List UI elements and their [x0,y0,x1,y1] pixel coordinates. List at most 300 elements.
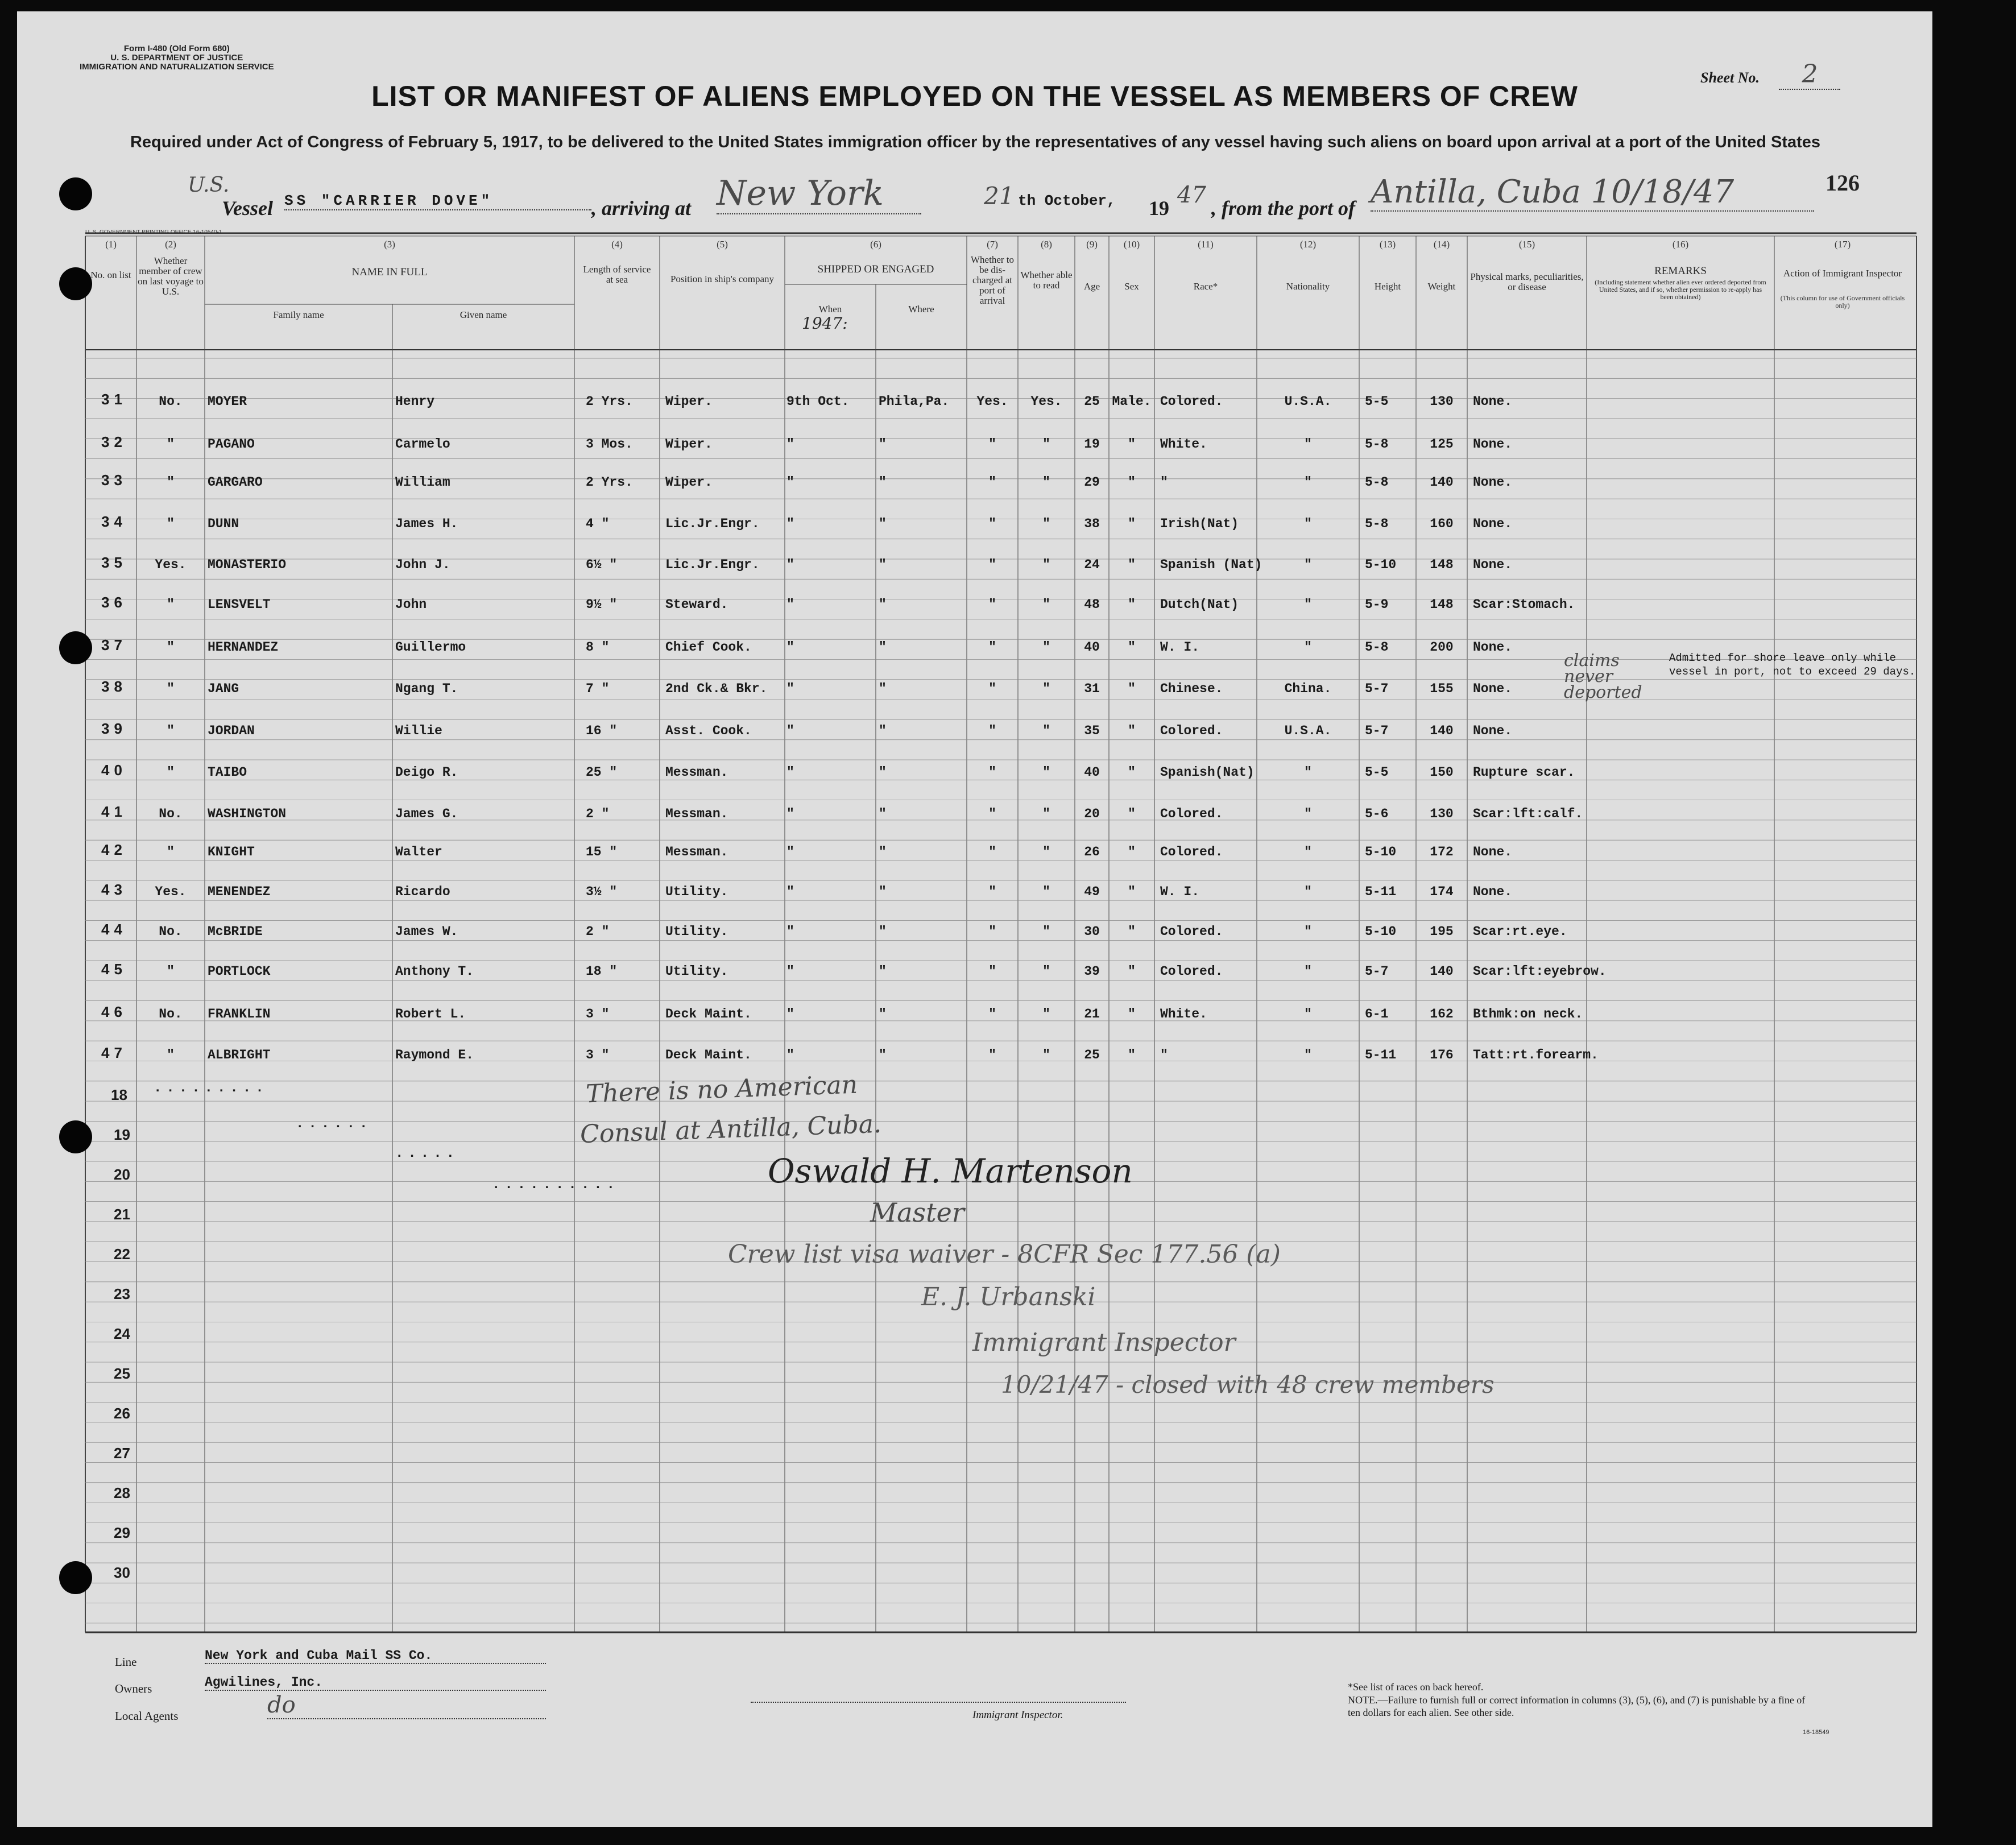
cell-weight: 195 [1430,924,1454,939]
note-consul-1: There is no American [585,1070,858,1109]
col-head-age: Age [1083,281,1100,292]
cell-nat: " [1304,437,1312,452]
empty-row-number: 29 [114,1524,130,1541]
col-head-nationality: Nationality [1286,281,1330,292]
col-num-13: (13) [1379,239,1396,250]
cell-height: 5-9 [1365,597,1389,612]
cell-given: John J. [395,557,450,572]
cell-disch: " [988,1048,996,1062]
cell-position: Utility. [665,884,728,899]
cell-where: " [879,1048,887,1062]
col-head-no: No. on list [90,270,131,280]
cell-read: " [1042,1007,1050,1021]
cell-age: 39 [1084,964,1100,979]
col-num-5: (5) [717,239,728,250]
cell-marks: None. [1473,475,1513,490]
cell-family: McBRIDE [208,924,263,939]
cell-nat: U.S.A. [1284,723,1332,738]
cell-where: " [879,475,887,490]
cell-read: " [1042,681,1050,696]
cell-disch: " [988,640,996,655]
cell-race: Colored. [1160,394,1223,409]
row-number: 43 [101,881,127,898]
cell-weight: 140 [1430,723,1454,738]
cell-disch: " [988,437,996,452]
from-port: Antilla, Cuba 10/18/47 [1371,173,1814,212]
cell-where: " [879,845,887,859]
cell-height: 5-7 [1365,681,1389,696]
cell-position: Messman. [665,806,728,821]
cell-race: Colored. [1160,806,1223,821]
cell-disch: " [988,681,996,696]
department: U. S. DEPARTMENT OF JUSTICE [110,53,243,63]
col-head-weight: Weight [1427,281,1456,292]
service: IMMIGRATION AND NATURALIZATION SERVICE [80,62,274,72]
cell-age: 30 [1084,924,1100,939]
cell-family: JANG [208,681,239,696]
cell-sex: " [1128,1048,1136,1062]
cell-age: 31 [1084,681,1100,696]
cell-length: 7 " [586,681,610,696]
footer-owners-label: Owners [115,1682,152,1695]
vessel-prefix: U.S. [188,173,230,197]
row-number: 38 [101,678,127,695]
cell-disch: " [988,845,996,859]
cell-marks: Bthmk:on neck. [1473,1007,1583,1021]
cell-last: " [167,1048,175,1062]
col-head-name: NAME IN FULL [351,266,428,278]
sheet-value: 2 [1779,60,1840,90]
cell-position: Utility. [665,924,728,939]
cell-length: 2 " [586,806,610,821]
cell-family: HERNANDEZ [208,640,279,655]
cell-marks: None. [1473,640,1513,655]
arrival-month: th October, [1018,192,1116,209]
cell-given: Henry [395,394,435,409]
cell-position: Wiper. [665,475,713,490]
cell-position: Wiper. [665,394,713,409]
row-number: 47 [101,1044,127,1061]
cell-length: 8 " [586,640,610,655]
footer-note-fine: NOTE.—Failure to furnish full or correct information in columns (3), (5), (6), and (7) is punishable by a fine of ten dollars for each alien. See other side. [1348,1694,1806,1718]
col-head-when-year: 1947: [802,314,848,333]
cell-height: 5-8 [1365,475,1389,490]
note-consul-2: Consul at Antilla, Cuba. [579,1109,882,1149]
cell-race: Colored. [1160,723,1223,738]
cell-nat: China. [1284,681,1332,696]
cell-disch: " [988,557,996,572]
leader-dots-1: ········· [154,1083,268,1099]
col-head-sex: Sex [1124,281,1139,292]
cell-sex: " [1128,806,1136,821]
cell-height: 5-8 [1365,640,1389,655]
cell-when: " [786,557,794,572]
cell-race: " [1160,1048,1168,1062]
cell-age: 21 [1084,1007,1100,1021]
cell-sex: " [1128,765,1136,780]
row-number: 33 [101,471,127,489]
cell-last: Yes. [155,884,187,899]
cell-length: 9½ " [586,597,618,612]
cell-when: " [786,516,794,531]
row-number: 44 [101,921,127,938]
cell-position: Lic.Jr.Engr. [665,516,760,531]
cell-weight: 150 [1430,765,1454,780]
cell-when: " [786,597,794,612]
cell-marks: None. [1473,845,1513,859]
cell-read: " [1042,640,1050,655]
cell-family: LENSVELT [208,597,271,612]
col-num-4: (4) [611,239,623,250]
row-number: 37 [101,636,127,653]
cell-nat: " [1304,964,1312,979]
cell-length: 2 " [586,924,610,939]
cell-given: James G. [395,806,458,821]
cell-height: 5-11 [1365,884,1397,899]
row-number: 46 [101,1003,127,1020]
cell-disch: " [988,765,996,780]
cell-length: 6½ " [586,557,618,572]
cell-given: John [395,597,427,612]
cell-given: James W. [395,924,458,939]
vessel-label: Vessel [222,197,273,220]
col-head-length: Length of service at sea [583,264,651,285]
row-number: 39 [101,720,127,737]
cell-disch: " [988,597,996,612]
cell-height: 5-7 [1365,723,1389,738]
cell-read: " [1042,845,1050,859]
cell-last: " [167,597,175,612]
cell-race: Dutch(Nat) [1160,597,1239,612]
row-number: 32 [101,433,127,450]
cell-race: White. [1160,1007,1207,1021]
col-head-action-note: (This column for use of Government officials only) [1780,294,1905,309]
cell-last: " [167,475,175,490]
cell-family: MOYER [208,394,247,409]
cell-race: Spanish (Nat) [1160,557,1262,572]
cell-disch: " [988,516,996,531]
year-suffix: 47 [1177,182,1206,208]
cell-height: 5-11 [1365,1048,1397,1062]
cell-given: Anthony T. [395,964,474,979]
cell-last: Yes. [155,557,187,572]
col-head-given: Given name [460,309,507,320]
col-num-6: (6) [870,239,881,250]
cell-length: 3 " [586,1048,610,1062]
page-title: LIST OR MANIFEST OF ALIENS EMPLOYED ON THE VESSEL AS MEMBERS OF CREW [371,80,1578,112]
row-number: 41 [101,803,127,820]
cell-disch: " [988,884,996,899]
cell-last: " [167,723,175,738]
cell-position: Utility. [665,964,728,979]
empty-row-number: 30 [114,1564,130,1581]
cell-where: " [879,681,887,696]
row-number: 42 [101,841,127,858]
cell-position: Deck Maint. [665,1007,752,1021]
cell-when: " [786,1048,794,1062]
cell-given: Guillermo [395,640,466,655]
col-head-remarks-note: (Including statement whether alien ever ordered deported from United States, and if so, whether permission to re-apply has been obtained) [1595,278,1766,301]
cell-marks: None. [1473,884,1513,899]
cell-nat: " [1304,1048,1312,1062]
cell-height: 5-5 [1365,765,1389,780]
footer-line-label: Line [115,1655,137,1669]
cell-marks: Rupture scar. [1473,765,1575,780]
cell-when: " [786,437,794,452]
punch-hole [59,267,92,300]
cell-length: 16 " [586,723,618,738]
cell-marks: Tatt:rt.forearm. [1473,1048,1599,1062]
cell-family: PORTLOCK [208,964,271,979]
cell-nat: " [1304,924,1312,939]
cell-last: " [167,681,175,696]
col-head-family: Family name [273,309,324,320]
cell-read: Yes. [1030,394,1062,409]
cell-position: 2nd Ck.& Bkr. [665,681,768,696]
cell-age: 49 [1084,884,1100,899]
row-number: 40 [101,762,127,779]
cell-family: MONASTERIO [208,557,287,572]
cell-marks: None. [1473,516,1513,531]
cell-weight: 200 [1430,640,1454,655]
cell-sex: " [1128,845,1136,859]
empty-row-number: 24 [114,1325,130,1342]
cell-age: 24 [1084,557,1100,572]
cell-read: " [1042,557,1050,572]
empty-row-number: 19 [114,1126,130,1143]
cell-age: 40 [1084,640,1100,655]
cell-weight: 125 [1430,437,1454,452]
cell-when: " [786,884,794,899]
year-prefix: 19 [1149,197,1169,220]
master-signature: Oswald H. Martenson [768,1152,1133,1190]
inspector-title: Immigrant Inspector [972,1328,1236,1357]
cell-length: 4 " [586,516,610,531]
col-head-where: Where [908,304,934,315]
empty-row-number: 18 [111,1086,127,1103]
col-num-17: (17) [1834,239,1851,250]
cell-when: " [786,845,794,859]
cell-age: 38 [1084,516,1100,531]
visa-waiver-note: Crew list visa waiver - 8CFR Sec 177.56 (a) [728,1240,1281,1269]
cell-race: " [1160,475,1168,490]
cell-where: " [879,765,887,780]
cell-sex: " [1128,964,1136,979]
cell-height: 5-8 [1365,437,1389,452]
empty-row-number: 22 [114,1246,130,1263]
footer-agents-label: Local Agents [115,1709,179,1723]
cell-height: 5-10 [1365,924,1397,939]
cell-last: " [167,437,175,452]
col-num-9: (9) [1086,239,1098,250]
cell-when: " [786,681,794,696]
cell-read: " [1042,964,1050,979]
cell-family: TAIBO [208,765,247,780]
cell-last: " [167,640,175,655]
cell-disch: " [988,964,996,979]
cell-age: 48 [1084,597,1100,612]
col-head-discharged: Whether to be dis-charged at port of arrival [971,254,1014,306]
cell-age: 26 [1084,845,1100,859]
cell-where: " [879,723,887,738]
cell-given: Ricardo [395,884,450,899]
cell-race: Spanish(Nat) [1160,765,1255,780]
col-head-height: Height [1374,281,1401,292]
cell-weight: 148 [1430,557,1454,572]
leader-dots-2: ······ [296,1119,372,1135]
cell-when: 9th Oct. [786,394,850,409]
cell-given: Raymond E. [395,1048,474,1062]
cell-family: WASHINGTON [208,806,287,821]
cell-length: 3 Mos. [586,437,633,452]
cell-given: James H. [395,516,458,531]
cell-disch: " [988,475,996,490]
cell-race: Colored. [1160,845,1223,859]
cell-position: Chief Cook. [665,640,752,655]
col-head-physical: Physical marks, peculiarities, or disease [1470,271,1584,292]
col-num-12: (12) [1299,239,1317,250]
form-identifier [80,44,274,72]
col-num-1: (1) [105,239,117,250]
punch-hole [59,1561,92,1594]
cell-weight: 162 [1430,1007,1454,1021]
cell-position: Messman. [665,845,728,859]
cell-nat: " [1304,806,1312,821]
cell-when: " [786,723,794,738]
cell-marks: Scar:lft:eyebrow. [1473,964,1607,979]
cell-last: No. [159,924,183,939]
cell-disch: Yes. [976,394,1008,409]
arrival-day: 21 [984,182,1015,210]
cell-sex: " [1128,924,1136,939]
cell-nat: " [1304,557,1312,572]
cell-sex: " [1128,437,1136,452]
col-head-remarks: REMARKS [1654,265,1707,277]
cell-position: Lic.Jr.Engr. [665,557,760,572]
cell-position: Asst. Cook. [665,723,752,738]
cell-read: " [1042,516,1050,531]
col-head-shipped: SHIPPED OR ENGAGED [817,263,934,275]
cell-when: " [786,765,794,780]
cell-sex: " [1128,1007,1136,1021]
cell-weight: 172 [1430,845,1454,859]
col-head-action: Action of Immigrant Inspector [1783,268,1902,279]
footer-agents-value: do [267,1692,546,1719]
cell-last: " [167,845,175,859]
footer-line-value: New York and Cuba Mail SS Co. [205,1648,546,1664]
cell-age: 25 [1084,1048,1100,1062]
cell-sex: " [1128,475,1136,490]
cell-length: 15 " [586,845,618,859]
empty-row-number: 25 [114,1365,130,1382]
cell-read: " [1042,924,1050,939]
cell-height: 5-7 [1365,964,1389,979]
leader-dots-4: ·········· [492,1180,620,1195]
cell-family: PAGANO [208,437,255,452]
master-title: Master [870,1197,964,1228]
cell-length: 2 Yrs. [586,475,633,490]
cell-given: Deigo R. [395,765,458,780]
cell-weight: 160 [1430,516,1454,531]
cell-read: " [1042,884,1050,899]
punch-hole [59,177,92,210]
cell-weight: 176 [1430,1048,1454,1062]
cell-where: " [879,516,887,531]
empty-row-number: 21 [114,1206,130,1223]
arriving-port: New York [717,173,921,214]
cell-marks: None. [1473,723,1513,738]
cell-last: No. [159,806,183,821]
cell-family: FRANKLIN [208,1007,271,1021]
cell-family: KNIGHT [208,845,255,859]
cell-race: Chinese. [1160,681,1223,696]
cell-marks: Scar:Stomach. [1473,597,1575,612]
cell-height: 5-10 [1365,557,1397,572]
col-num-14: (14) [1433,239,1450,250]
cell-family: JORDAN [208,723,255,738]
inspector-signature-line [751,1702,1126,1703]
cell-sex: " [1128,723,1136,738]
cell-where: " [879,597,887,612]
cell-given: Walter [395,845,442,859]
cell-where: " [879,924,887,939]
cell-marks: None. [1473,557,1513,572]
sheet-label: Sheet No. [1700,69,1760,86]
cell-race: W. I. [1160,884,1200,899]
cell-sex: Male. [1112,394,1152,409]
cell-race: White. [1160,437,1207,452]
col-num-7: (7) [987,239,998,250]
cell-position: Deck Maint. [665,1048,752,1062]
cell-given: Carmelo [395,437,450,452]
cell-where: " [879,964,887,979]
cell-where: " [879,1007,887,1021]
cell-length: 2 Yrs. [586,394,633,409]
cell-where: " [879,640,887,655]
cell-race: Irish(Nat) [1160,516,1239,531]
col-num-11: (11) [1198,239,1214,250]
cell-read: " [1042,475,1050,490]
cell-family: DUNN [208,516,239,531]
cell-marks: Scar:rt.eye. [1473,924,1567,939]
footer-owners-value: Agwilines, Inc. [205,1675,546,1691]
cell-weight: 130 [1430,394,1454,409]
closed-note: 10/21/47 - closed with 48 crew members [1001,1371,1495,1399]
cell-read: " [1042,723,1050,738]
leader-dots-3: ····· [395,1149,460,1164]
cell-last: " [167,964,175,979]
punch-hole [59,631,92,664]
stamp-number: 126 [1825,170,1860,196]
cell-race: Colored. [1160,964,1223,979]
cell-weight: 130 [1430,806,1454,821]
cell-disch: " [988,723,996,738]
page-subtitle: Required under Act of Congress of February 5, 1917, to be delivered to the United States immigration officer by the representatives of any vessel having such aliens on board upon arrival at a port of the United States [130,133,1821,151]
row-number: 35 [101,554,127,571]
empty-row-number: 26 [114,1405,130,1422]
remark-handwritten: claims never deported [1564,651,1642,702]
cell-length: 3 " [586,1007,610,1021]
footer-inspector-label: Immigrant Inspector. [972,1709,1063,1721]
col-head-last-voyage: Whether member of crew on last voyage to U.S. [138,255,204,297]
cell-given: Ngang T. [395,681,458,696]
cell-given: William [395,475,450,490]
cell-position: Steward. [665,597,728,612]
cell-last: " [167,765,175,780]
cell-when: " [786,964,794,979]
cell-position: Wiper. [665,437,713,452]
cell-last: No. [159,1007,183,1021]
